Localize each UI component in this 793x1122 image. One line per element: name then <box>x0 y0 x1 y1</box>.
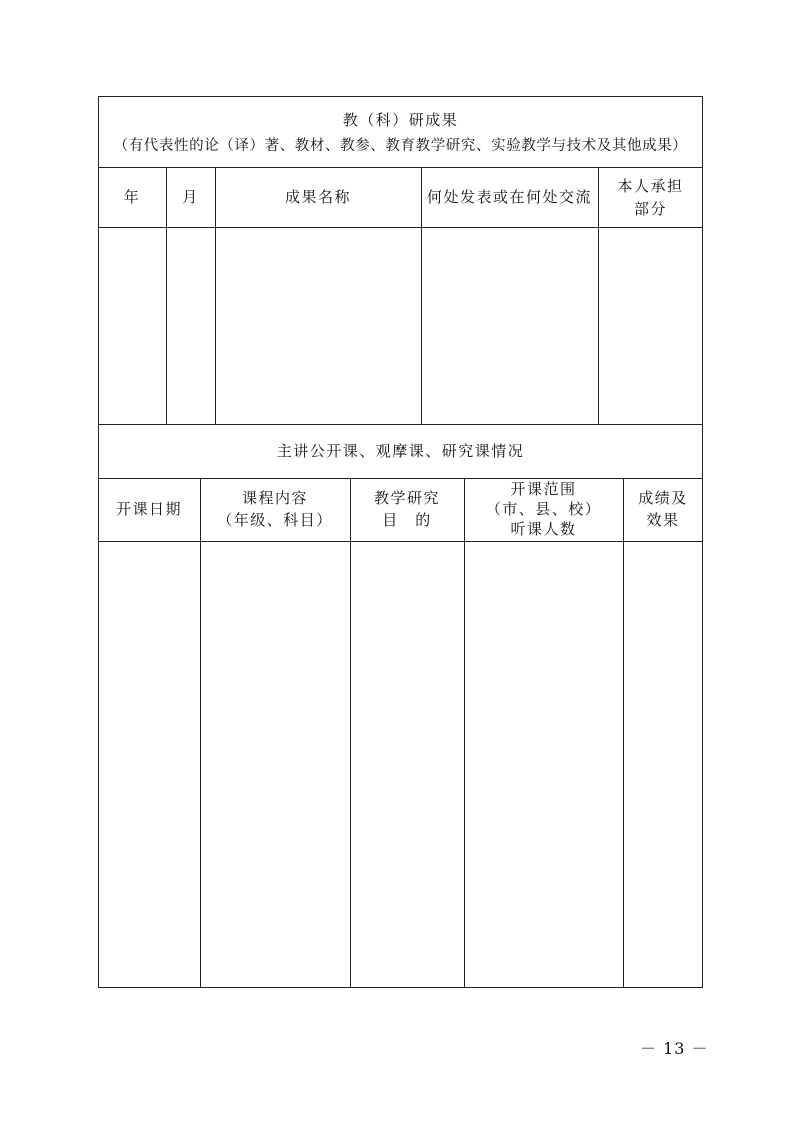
header-content-line2: （年级、科目） <box>217 511 333 529</box>
section1-title: 教（科）研成果 <box>342 111 459 129</box>
header-month: 月 <box>182 188 199 206</box>
col-divider-purpose <box>464 478 465 988</box>
header-achievement-name: 成果名称 <box>284 188 351 206</box>
page-number: － 13 － <box>640 1039 709 1058</box>
row-divider-section2-columns <box>98 541 703 542</box>
col-divider-date <box>200 478 201 988</box>
header-result-line1: 成绩及 <box>638 489 688 507</box>
header-scope-line3: 听课人数 <box>510 520 577 538</box>
col-divider-content <box>350 478 351 988</box>
header-purpose-line2: 目 的 <box>382 511 432 529</box>
section1-subtitle: （有代表性的论（译）著、教材、教参、教育教学研究、实验教学与技术及其他成果） <box>113 138 688 154</box>
row-divider-section1-header <box>98 167 703 168</box>
row-divider-section2-start <box>98 424 703 425</box>
header-date: 开课日期 <box>115 500 182 518</box>
section2-title: 主讲公开课、观摩课、研究课情况 <box>276 442 525 460</box>
header-year: 年 <box>123 188 141 206</box>
header-scope-line1: 开课范围 <box>510 480 577 498</box>
row-divider-section1-columns <box>98 227 703 228</box>
header-venue: 何处发表或在何处交流 <box>426 188 592 206</box>
header-content-line1: 课程内容 <box>241 489 308 507</box>
header-result-line2: 效果 <box>646 511 680 529</box>
header-scope-line2: （市、县、校） <box>485 500 602 518</box>
form-table <box>98 96 703 988</box>
header-role-line2: 部分 <box>633 200 667 218</box>
header-purpose-line1: 教学研究 <box>373 489 440 507</box>
header-role-line1: 本人承担 <box>617 177 684 195</box>
col-divider-scope <box>623 478 624 988</box>
